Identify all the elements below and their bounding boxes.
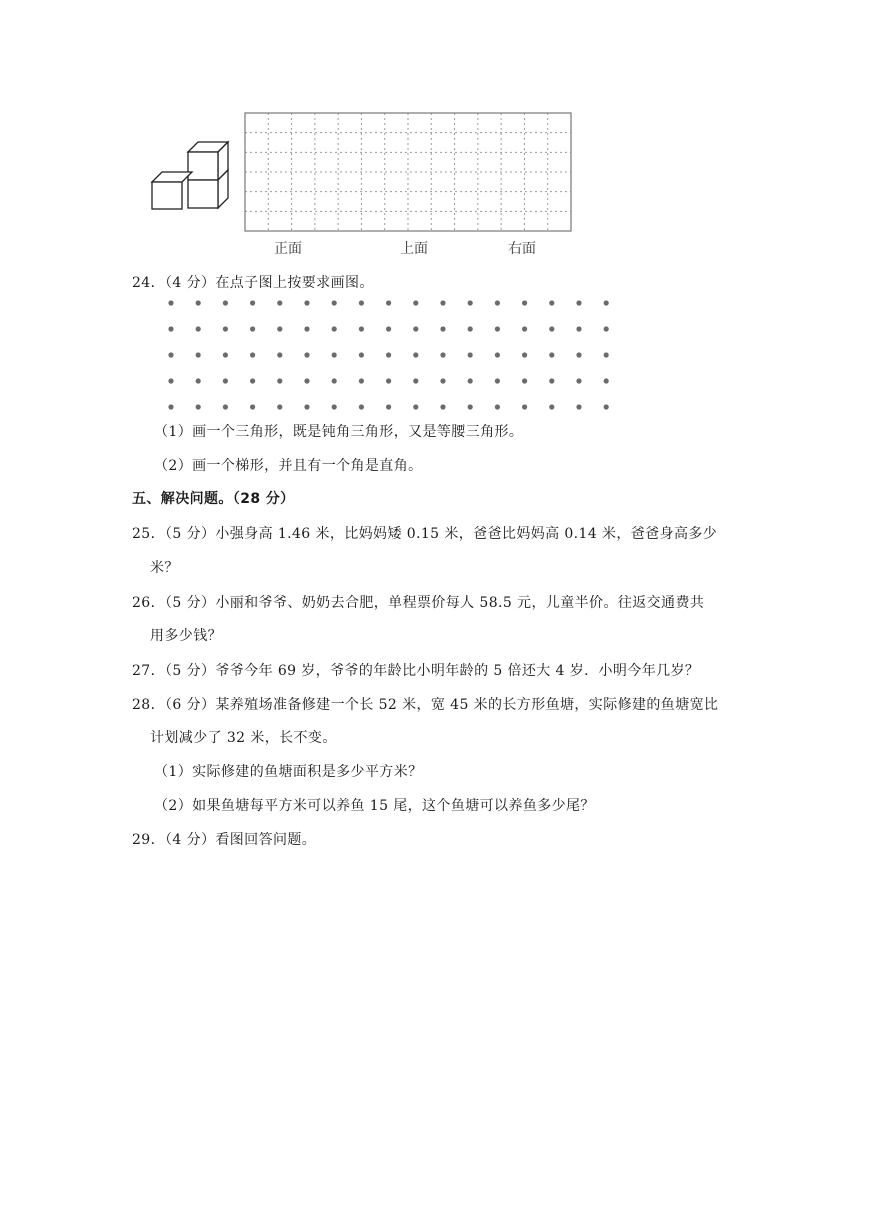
grid-dot <box>495 352 500 357</box>
grid-dot <box>468 300 473 305</box>
grid-dot <box>440 326 445 331</box>
grid-dot <box>168 352 173 357</box>
question-28-line-1: 28．（6 分）某养殖场准备修建一个长 52 米，宽 45 米的长方形鱼塘，实际修建的鱼塘宽比 <box>132 697 719 713</box>
grid-dot <box>359 404 364 409</box>
grid-dot <box>304 326 309 331</box>
grid-dot <box>440 378 445 383</box>
grid-dot <box>332 326 337 331</box>
grid-dot <box>277 326 282 331</box>
view-label-top: 上面 <box>400 241 428 257</box>
question-28-part-1: （1）实际修建的鱼塘面积是多少平方米？ <box>154 764 423 780</box>
grid-dot <box>359 326 364 331</box>
question-27-line-1: 27．（5 分）爷爷今年 69 岁，爷爷的年龄比小明年龄的 5 倍还大 4 岁．小明今年几岁？ <box>132 663 700 679</box>
grid-dot <box>277 378 282 383</box>
view-label-front: 正面 <box>274 241 302 257</box>
grid-dot <box>223 404 228 409</box>
question-24-part-1: （1）画一个三角形，既是钝角三角形，又是等腰三角形。 <box>154 424 524 440</box>
grid-dot <box>386 352 391 357</box>
grid-dot <box>549 326 554 331</box>
grid-dot <box>604 300 609 305</box>
grid-dot <box>576 378 581 383</box>
grid-dot <box>576 326 581 331</box>
grid-dot <box>522 326 527 331</box>
dot-grid <box>162 294 612 412</box>
grid-dot <box>468 378 473 383</box>
question-29-line-1: 29．（4 分）看图回答问题。 <box>132 832 317 848</box>
question-26-line-1: 26．（5 分）小丽和爷爷、奶奶去合肥，单程票价每人 58.5 元，儿童半价。往返交通费共 <box>132 595 705 611</box>
grid-dot <box>413 378 418 383</box>
grid-dot <box>196 404 201 409</box>
grid-dot <box>440 404 445 409</box>
grid-dot <box>250 404 255 409</box>
grid-dot <box>223 326 228 331</box>
grid-dot <box>522 378 527 383</box>
grid-dot <box>495 404 500 409</box>
question-25-line-2: 米？ <box>150 560 179 576</box>
grid-dot <box>168 404 173 409</box>
grid-dot <box>413 300 418 305</box>
grid-dot <box>549 404 554 409</box>
grid-dot <box>604 352 609 357</box>
grid-dot <box>223 300 228 305</box>
grid-dot <box>604 326 609 331</box>
grid-dot <box>386 300 391 305</box>
grid-dot <box>604 404 609 409</box>
grid-dot <box>250 378 255 383</box>
grid-dot <box>522 404 527 409</box>
grid-dot <box>332 404 337 409</box>
question-28-line-2: 计划减少了 32 米，长不变。 <box>150 730 337 746</box>
grid-dot <box>196 300 201 305</box>
grid-dot <box>250 300 255 305</box>
grid-dot <box>277 300 282 305</box>
grid-dot <box>196 352 201 357</box>
grid-dot <box>304 300 309 305</box>
grid-dot <box>576 404 581 409</box>
grid-dot <box>332 352 337 357</box>
grid-dot <box>549 378 554 383</box>
question-24-title: 24．（4 分）在点子图上按要求画图。 <box>132 275 374 291</box>
grid-dot <box>576 352 581 357</box>
question-25-line-1: 25．（5 分）小强身高 1.46 米，比妈妈矮 0.15 米，爸爸比妈妈高 0.14 米，爸爸身高多少 <box>132 526 718 542</box>
grid-dot <box>549 300 554 305</box>
grid-dot <box>277 404 282 409</box>
grid-dot <box>332 300 337 305</box>
grid-dot <box>386 326 391 331</box>
grid-dot <box>522 300 527 305</box>
grid-dot <box>522 352 527 357</box>
grid-dot <box>250 326 255 331</box>
grid-dot <box>386 404 391 409</box>
grid-dot <box>196 378 201 383</box>
grid-dot <box>359 300 364 305</box>
grid-dot <box>413 352 418 357</box>
grid-dot <box>604 378 609 383</box>
grid-dot <box>304 352 309 357</box>
grid-dot <box>223 352 228 357</box>
grid-dot <box>196 326 201 331</box>
grid-dot <box>168 326 173 331</box>
grid-dot <box>304 404 309 409</box>
grid-dot <box>359 378 364 383</box>
cube-stack-figure <box>148 140 238 230</box>
question-28-part-2: （2）如果鱼塘每平方米可以养鱼 15 尾，这个鱼塘可以养鱼多少尾？ <box>154 798 595 814</box>
grid-dot <box>250 352 255 357</box>
question-26-line-2: 用多少钱？ <box>150 628 222 644</box>
grid-dot <box>468 352 473 357</box>
grid-dot <box>576 300 581 305</box>
question-24-part-2: （2）画一个梯形，并且有一个角是直角。 <box>154 458 423 474</box>
grid-dot <box>168 378 173 383</box>
grid-dot <box>440 300 445 305</box>
grid-dot <box>386 378 391 383</box>
grid-dot <box>277 352 282 357</box>
grid-dot <box>468 404 473 409</box>
grid-dot <box>468 326 473 331</box>
section-heading: 五、解决问题。（28 分） <box>132 491 295 507</box>
grid-dot <box>440 352 445 357</box>
grid-dot <box>332 378 337 383</box>
grid-dot <box>359 352 364 357</box>
grid-dot <box>168 300 173 305</box>
view-grid <box>244 112 572 232</box>
grid-dot <box>495 300 500 305</box>
grid-dot <box>413 404 418 409</box>
grid-dot <box>304 378 309 383</box>
grid-dot <box>495 326 500 331</box>
grid-dot <box>549 352 554 357</box>
grid-dot <box>495 378 500 383</box>
grid-dot <box>413 326 418 331</box>
view-label-right: 右面 <box>508 241 536 257</box>
grid-dot <box>223 378 228 383</box>
